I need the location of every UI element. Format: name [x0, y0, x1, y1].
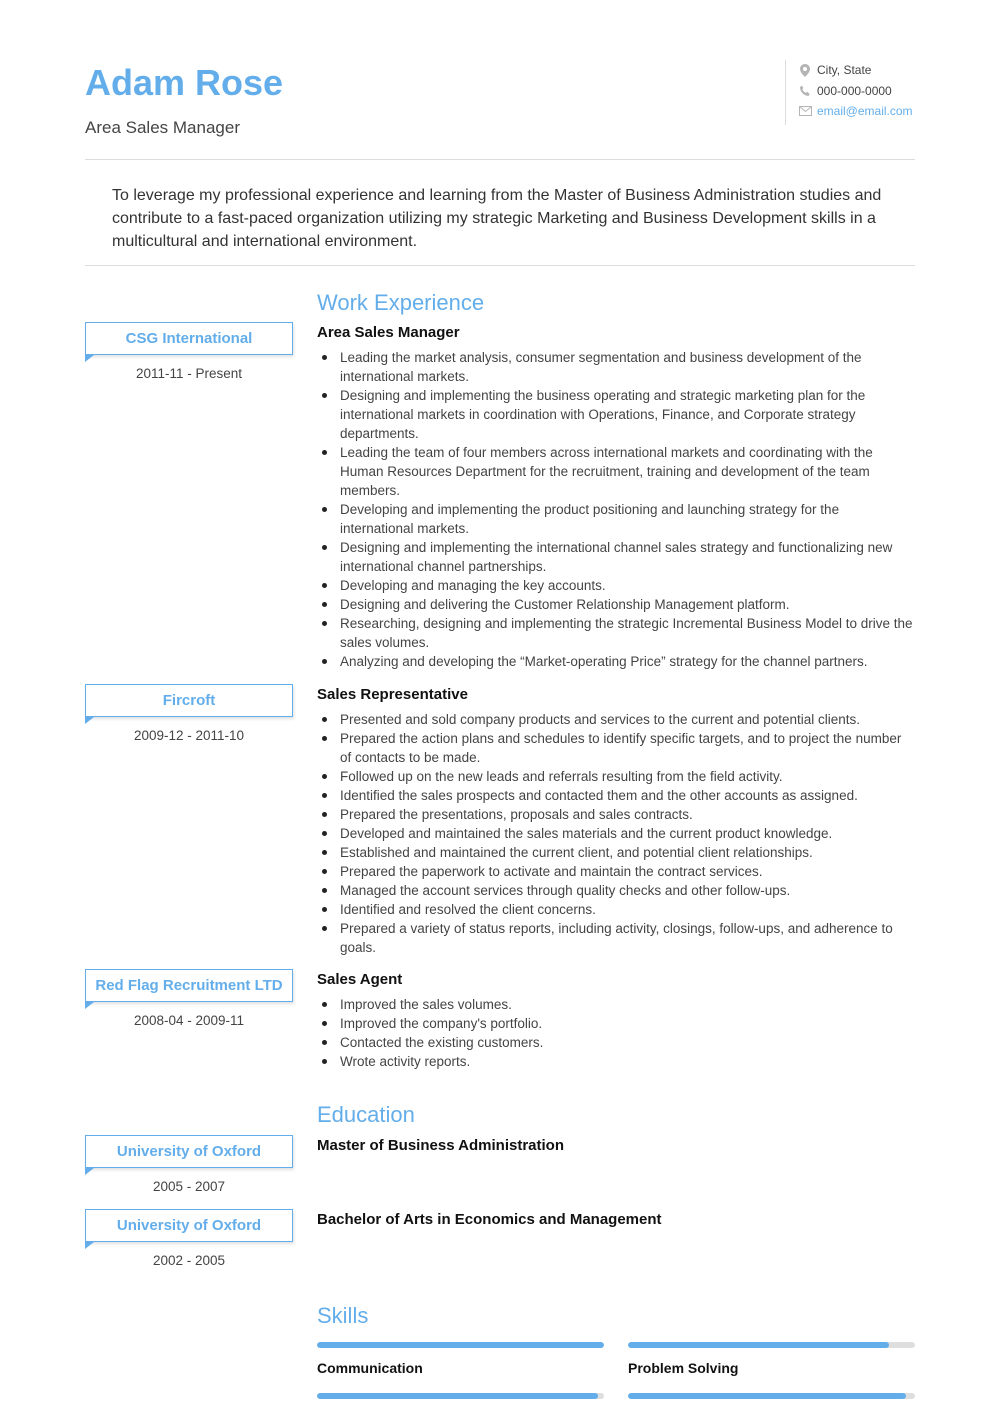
list-item: Prepared the paperwork to activate and maintain the contract services. [317, 862, 915, 881]
list-item: Identified the sales prospects and contacted them and the other accounts as assigned. [317, 786, 915, 805]
list-item: Designing and implementing the international channel sales strategy and functionalizing new international channel partnerships. [317, 538, 915, 576]
list-item: Contacted the existing customers. [317, 1033, 915, 1052]
section-title-skills: Skills [317, 1303, 369, 1328]
list-item: Designing and delivering the Customer Relationship Management platform. [317, 595, 915, 614]
list-item: Developing and managing the key accounts. [317, 576, 915, 595]
list-item: Leading the market analysis, consumer segmentation and business development of the international markets. [317, 348, 915, 386]
degree-title: Bachelor of Arts in Economics and Management [317, 1211, 662, 1228]
contact-phone [798, 81, 913, 102]
job-dates: 2009-12 - 2011-10 [133, 728, 245, 743]
list-item: Prepared a variety of status reports, including activity, closings, follow-ups, and adherence to goals. [317, 919, 915, 957]
phone-text: 000-000-0000 [817, 83, 892, 98]
summary-text: To leverage my professional experience and learning from the Master of Business Administration studies and contribute to a fast-paced organization utilizing my strategic Marketing and Business Development skills in a multicultural and international environment. [112, 187, 882, 250]
job-bullets [317, 995, 915, 1071]
degree-title: Master of Business Administration [317, 1137, 564, 1154]
contact-block [785, 60, 913, 125]
contact-email[interactable] [798, 101, 913, 122]
location-text: City, State [817, 63, 872, 78]
skill-bar [628, 1342, 915, 1348]
skill-bar [317, 1342, 604, 1348]
contact-location [798, 60, 913, 81]
company-box: Red Flag Recruitment LTD [85, 969, 293, 1002]
school-box: University of Oxford [85, 1209, 293, 1242]
skill-name: Problem Solving [628, 1360, 739, 1376]
skill-bar-fill [317, 1393, 598, 1399]
job-bullets [317, 348, 915, 671]
skill-item [317, 1393, 604, 1399]
list-item: Improved the sales volumes. [317, 995, 915, 1014]
company-box: Fircroft [85, 684, 293, 717]
envelope-icon [798, 104, 812, 118]
skill-name: Communication [317, 1360, 423, 1376]
skill-item [628, 1393, 915, 1399]
list-item: Identified and resolved the client concerns. [317, 900, 915, 919]
company-box: CSG International [85, 322, 293, 355]
list-item: Designing and implementing the business operating and strategic marketing plan for the international markets in coordination with Operations, Finance, and Corporate strategy departments. [317, 386, 915, 443]
list-item: Researching, designing and implementing the strategic Incremental Business Model to drive the sales volumes. [317, 614, 915, 652]
list-item: Followed up on the new leads and referrals resulting from the field activity. [317, 767, 915, 786]
skill-communication [317, 1342, 604, 1348]
skill-bar [317, 1393, 604, 1399]
job-bullets [317, 710, 915, 957]
skill-problem-solving [628, 1342, 915, 1348]
list-item: Presented and sold company products and services to the current and potential clients. [317, 710, 915, 729]
education-dates: 2005 - 2007 [152, 1179, 226, 1194]
list-item: Established and maintained the current client, and potential client relationships. [317, 843, 915, 862]
list-item: Managed the account services through quality checks and other follow-ups. [317, 881, 915, 900]
job-role: Sales Agent [317, 971, 403, 988]
education-dates: 2002 - 2005 [152, 1253, 226, 1268]
header-divider [85, 159, 915, 160]
list-item: Analyzing and developing the “Market-operating Price” strategy for the channel partners. [317, 652, 915, 671]
phone-icon [798, 84, 812, 98]
list-item: Wrote activity reports. [317, 1052, 915, 1071]
section-title-work: Work Experience [317, 290, 485, 315]
list-item: Leading the team of four members across international markets and coordinating with the Human Resources Department for the recruitment, training and development of the team members. [317, 443, 915, 500]
list-item: Developing and implementing the product positioning and launching strategy for the international markets. [317, 500, 915, 538]
summary-divider [85, 265, 915, 266]
job-role: Sales Representative [317, 686, 468, 703]
candidate-name: Adam Rose [85, 62, 284, 103]
list-item: Developed and maintained the sales materials and the current product knowledge. [317, 824, 915, 843]
list-item: Improved the company's portfolio. [317, 1014, 915, 1033]
skill-bar [628, 1393, 915, 1399]
email-link[interactable]: email@email.com [817, 104, 913, 119]
candidate-title: Area Sales Manager [85, 118, 240, 137]
map-pin-icon [798, 63, 812, 77]
section-title-education: Education [317, 1102, 415, 1127]
list-item: Prepared the presentations, proposals and sales contracts. [317, 805, 915, 824]
job-dates: 2011-11 - Present [135, 366, 243, 381]
skill-bar-fill [628, 1342, 889, 1348]
school-box: University of Oxford [85, 1135, 293, 1168]
list-item: Prepared the action plans and schedules to identify specific targets, and to project the number of contacts to be made. [317, 729, 915, 767]
skill-bar-fill [317, 1342, 604, 1348]
job-dates: 2008-04 - 2009-11 [133, 1013, 245, 1028]
job-role: Area Sales Manager [317, 324, 460, 341]
skill-bar-fill [628, 1393, 906, 1399]
